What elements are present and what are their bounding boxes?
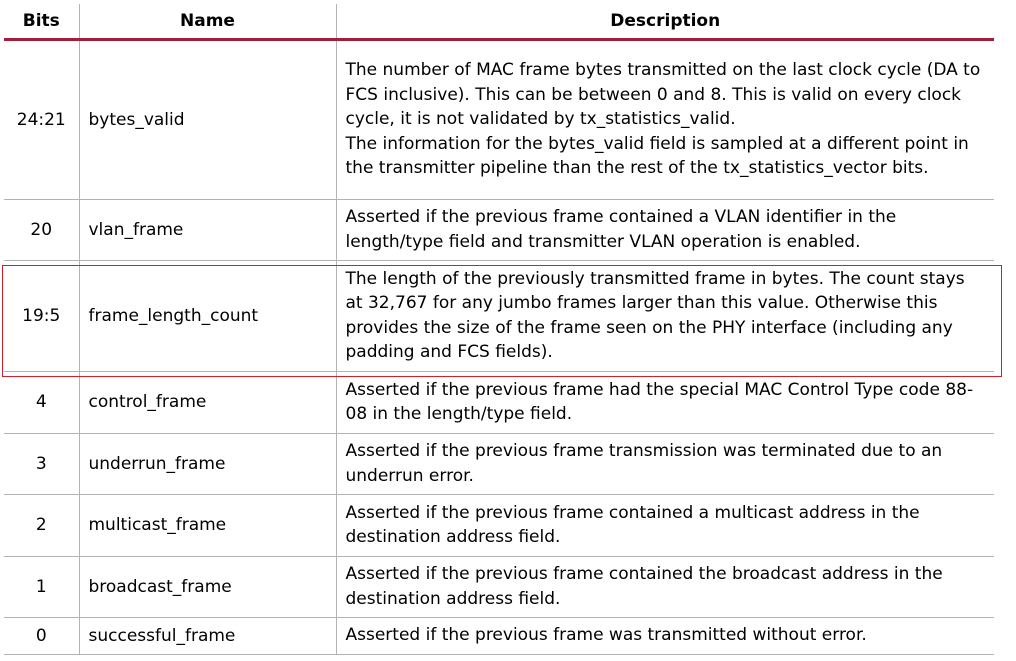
cell-name: frame_length_count [79, 261, 336, 372]
header-description: Description [336, 4, 994, 40]
cell-bits: 20 [4, 200, 79, 261]
cell-name: bytes_valid [79, 40, 336, 200]
cell-name: vlan_frame [79, 200, 336, 261]
table-row [4, 618, 994, 655]
cell-bits: 2 [4, 495, 79, 557]
description-note: The information for the bytes_valid field is sampled at a different point in the transmitter pipeline than the rest of the tx_statistics_vector bits. [345, 133, 969, 179]
table-row [4, 200, 994, 261]
header-name: Name [79, 4, 336, 40]
table-header-row [4, 4, 994, 40]
cell-description: Asserted if the previous frame contained a VLAN identifier in the length/type field and transmitter VLAN operation is enabled. [336, 200, 994, 261]
cell-name: multicast_frame [79, 495, 336, 557]
cell-description: The length of the previously transmitted frame in bytes. The count stays at 32,767 for any jumbo frames larger than this value. Otherwise this provides the size of the frame seen on the PHY interface (including any padding and FCS fields). [336, 261, 994, 372]
description-text: The number of MAC frame bytes transmitted on the last clock cycle (DA to FCS inclusive). This can be between 0 and 8. This is valid on every clock cycle, it is not validated by tx_statistics_valid. [345, 60, 981, 130]
cell-bits: 4 [4, 372, 79, 434]
cell-description: Asserted if the previous frame contained a multicast address in the destination address field. [336, 495, 994, 557]
cell-bits: 24:21 [4, 40, 79, 200]
table-row [4, 495, 994, 557]
cell-name: control_frame [79, 372, 336, 434]
cell-description: Asserted if the previous frame had the special MAC Control Type code 88-08 in the length/type field. [336, 372, 994, 434]
table-row [4, 557, 994, 618]
cell-description: Asserted if the previous frame contained the broadcast address in the destination address field. [336, 557, 994, 618]
cell-description [336, 40, 994, 200]
table-row [4, 261, 994, 372]
table-row [4, 40, 994, 200]
cell-description: Asserted if the previous frame was transmitted without error. [336, 618, 994, 655]
table-row [4, 434, 994, 495]
cell-name: underrun_frame [79, 434, 336, 495]
cell-bits: 0 [4, 618, 79, 655]
cell-bits: 1 [4, 557, 79, 618]
cell-name: broadcast_frame [79, 557, 336, 618]
cell-bits: 19:5 [4, 261, 79, 372]
cell-name: successful_frame [79, 618, 336, 655]
header-bits: Bits [4, 4, 79, 40]
cell-description: Asserted if the previous frame transmission was terminated due to an underrun error. [336, 434, 994, 495]
table-row [4, 372, 994, 434]
register-bits-table [4, 4, 994, 655]
cell-bits: 3 [4, 434, 79, 495]
